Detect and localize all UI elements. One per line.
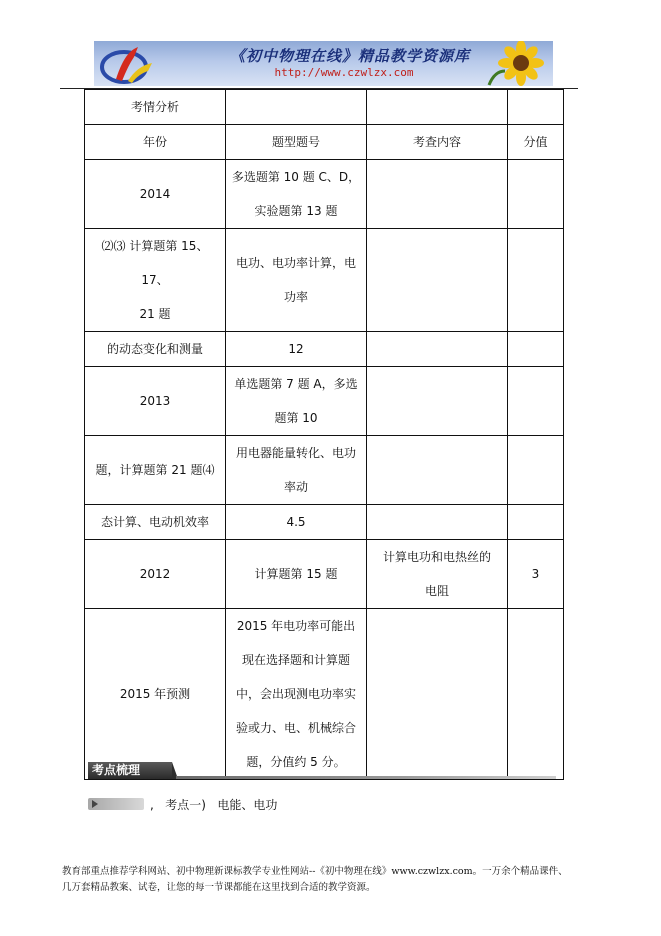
cell-text-line: 2015 年预测 xyxy=(119,687,191,701)
cell-text-line: 题，计算题第 21 题⑷ xyxy=(95,463,215,477)
table-cell xyxy=(508,367,564,436)
table-title-row xyxy=(85,90,564,125)
cell-text-line: 单选题第 7 题 A，多选 xyxy=(234,377,358,391)
table-row xyxy=(85,367,564,436)
column-header-question-type: 题型题号 xyxy=(226,125,367,160)
table-cell xyxy=(85,332,226,367)
table-cell xyxy=(367,90,508,125)
cell-text-line: 计算电功和电热丝的 xyxy=(382,550,491,564)
table-cell xyxy=(226,367,367,436)
table-row xyxy=(85,505,564,540)
table-row xyxy=(85,609,564,780)
cell-text-line: 2012 xyxy=(139,567,171,581)
cell-text-line: 2013 xyxy=(139,394,171,408)
knowledge-point-heading xyxy=(88,796,277,812)
banner-url[interactable]: http://www.czwlzx.com xyxy=(274,66,414,79)
table-body xyxy=(85,160,564,780)
table-cell xyxy=(508,540,564,609)
table-row xyxy=(85,229,564,332)
cell-text-line: 计算题第 15 题 xyxy=(254,567,338,581)
table-cell xyxy=(367,505,508,540)
table-cell xyxy=(85,229,226,332)
cell-text-line: 用电器能量转化、电功 xyxy=(235,446,356,460)
table-row xyxy=(85,540,564,609)
play-badge-icon xyxy=(88,798,144,810)
header-banner xyxy=(94,41,553,86)
table-title-cell: 考情分析 xyxy=(85,90,226,125)
table-row xyxy=(85,436,564,505)
table-cell xyxy=(508,505,564,540)
table-cell xyxy=(85,505,226,540)
exam-analysis-table xyxy=(84,89,564,780)
cell-text-line: 多选题第 10 题 C、D， xyxy=(231,170,361,184)
cell-text-line: 中，会出现测电功率实 xyxy=(235,687,356,701)
cell-text-line: 电阻 xyxy=(424,584,449,598)
table-cell xyxy=(85,367,226,436)
sunflower-icon xyxy=(485,41,547,86)
column-header-score: 分值 xyxy=(508,125,564,160)
table-cell xyxy=(367,540,508,609)
table-cell xyxy=(367,436,508,505)
table-cell xyxy=(367,229,508,332)
table-cell xyxy=(508,90,564,125)
table-cell xyxy=(508,436,564,505)
table-row xyxy=(85,160,564,229)
table-cell xyxy=(85,160,226,229)
table-cell xyxy=(85,436,226,505)
table-cell xyxy=(508,609,564,780)
cell-text-line: 题，分值约 5 分。 xyxy=(246,755,346,769)
footer-line: 教育部重点推荐学科网站、初中物理新课标教学专业性网站--《初中物理在线》www.czwlzx.com。一万余个精品课件、 xyxy=(62,866,568,877)
table-cell xyxy=(226,505,367,540)
table-cell xyxy=(508,332,564,367)
footer-line: 几万套精品教案、试卷，让您的每一节课都能在这里找到合适的教学资源。 xyxy=(62,882,376,893)
cell-text-line: 现在选择题和计算题 xyxy=(241,653,350,667)
section-title: 考点梳理 xyxy=(88,762,172,779)
cell-text-line: ⑵⑶ 计算题第 15、17、 xyxy=(101,239,209,287)
table-cell xyxy=(367,160,508,229)
cell-text-line: 态计算、电动机效率 xyxy=(100,515,209,529)
swoosh-logo-icon xyxy=(98,43,158,85)
column-header-content: 考查内容 xyxy=(367,125,508,160)
cell-text-line: 2015 年电功率可能出 xyxy=(236,619,356,633)
cell-text-line: 21 题 xyxy=(139,307,171,321)
cell-text-line: 3 xyxy=(531,567,540,581)
cell-text-line: 率动 xyxy=(283,480,308,494)
knowledge-point-text: , 考点一) 电能、电功 xyxy=(150,797,278,812)
cell-text-line: 验或力、电、机械综合 xyxy=(235,721,356,735)
table-cell xyxy=(226,540,367,609)
table-header-row xyxy=(85,125,564,160)
cell-text-line: 12 xyxy=(288,342,304,356)
table-cell xyxy=(226,160,367,229)
cell-text-line: 实验题第 13 题 xyxy=(254,204,338,218)
page-footer xyxy=(62,864,602,896)
table-cell xyxy=(226,436,367,505)
table-row xyxy=(85,332,564,367)
table-cell xyxy=(226,229,367,332)
table-cell xyxy=(367,367,508,436)
section-divider xyxy=(176,776,556,779)
banner-title: 《初中物理在线》精品教学资源库 xyxy=(229,47,470,65)
cell-text-line: 4.5 xyxy=(286,515,306,529)
table-cell xyxy=(508,229,564,332)
cell-text-line: 2014 xyxy=(139,187,171,201)
table-cell xyxy=(226,90,367,125)
cell-text-line: 功率 xyxy=(283,290,308,304)
table-cell xyxy=(226,332,367,367)
cell-text-line: 电功、电功率计算，电 xyxy=(235,256,356,270)
table-cell xyxy=(85,540,226,609)
cell-text-line: 题第 10 xyxy=(274,411,318,425)
table-cell xyxy=(367,332,508,367)
table-cell xyxy=(226,609,367,780)
table-cell xyxy=(508,160,564,229)
column-header-year: 年份 xyxy=(85,125,226,160)
table-cell xyxy=(367,609,508,780)
table-cell xyxy=(85,609,226,780)
cell-text-line: 的动态变化和测量 xyxy=(106,342,203,356)
